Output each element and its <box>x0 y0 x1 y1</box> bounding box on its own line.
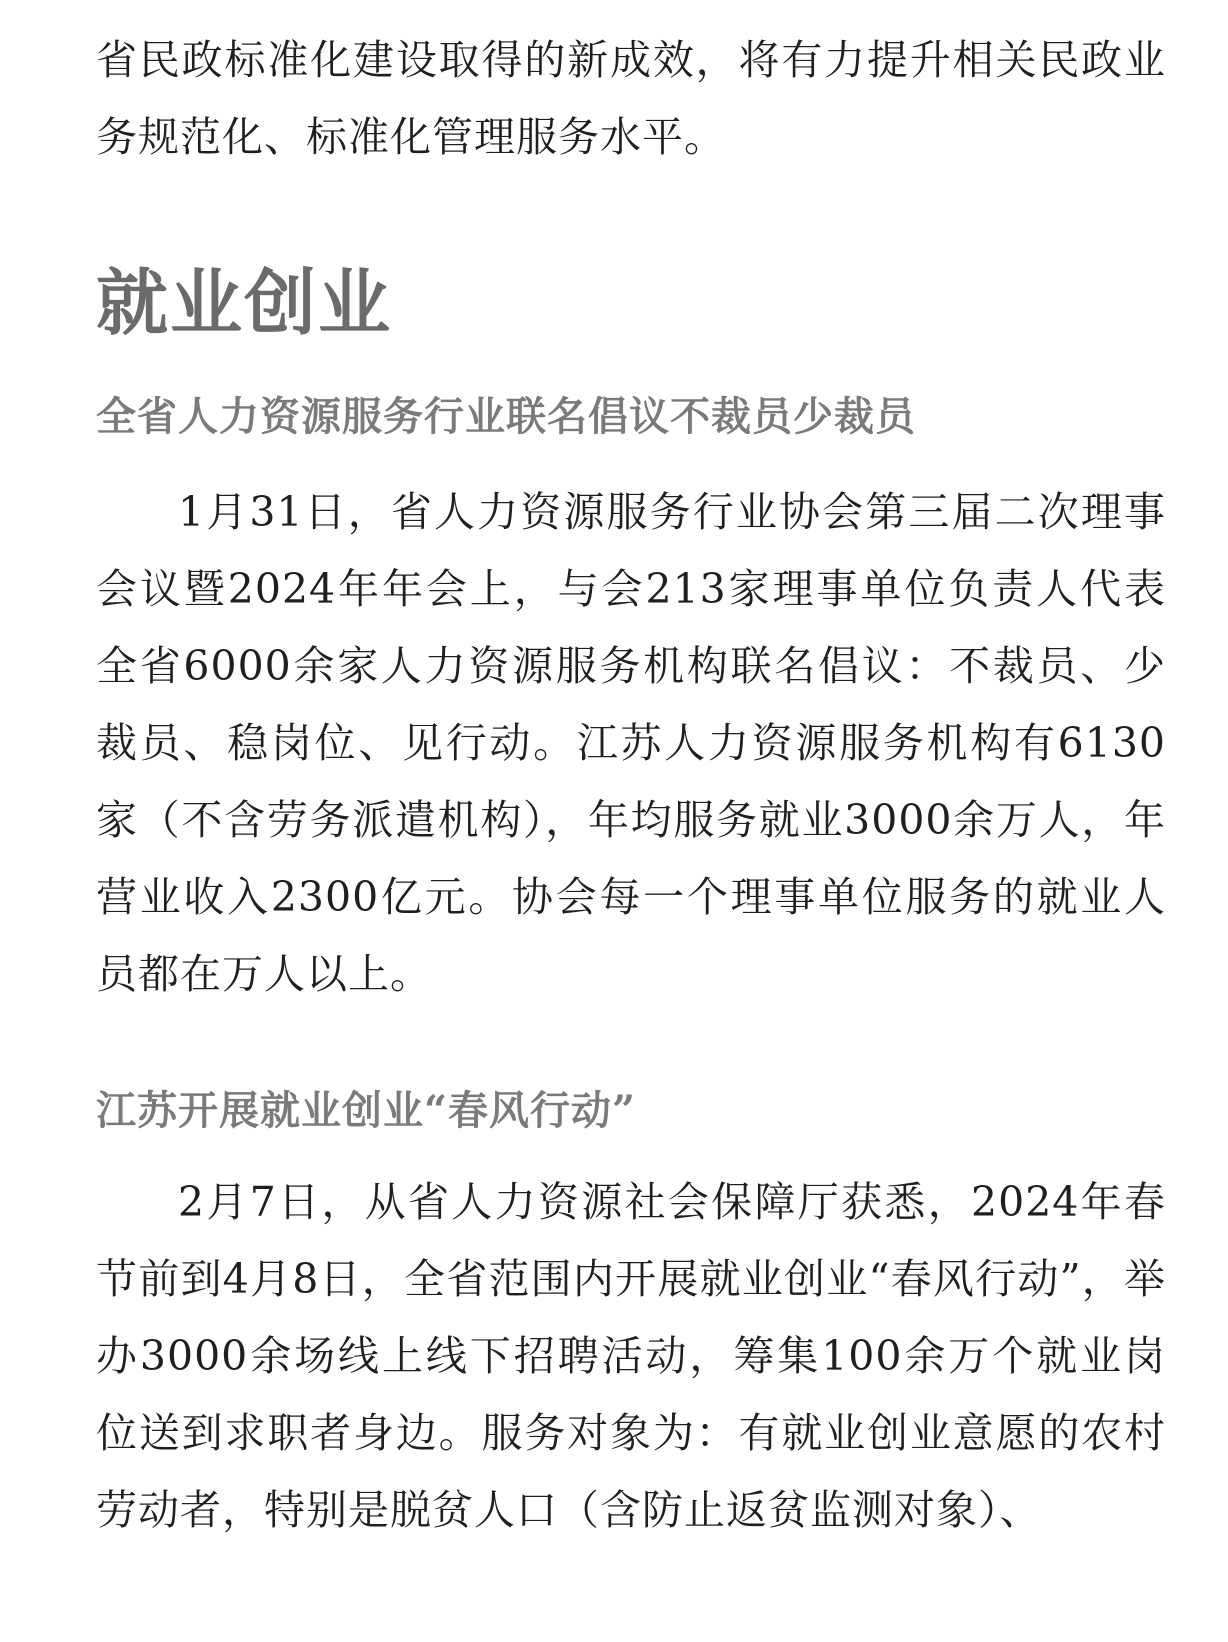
article-heading-layoff-initiative: 全省人力资源服务行业联名倡议不裁员少裁员 <box>96 393 916 440</box>
intro-paragraph: 省民政标准化建设取得的新成效，将有力提升相关民政业务规范化、标准化管理服务水平。 <box>96 36 1166 161</box>
article-body-layoff-initiative: 1月31日，省人力资源服务行业协会第三届二次理事会议暨2024年年会上，与会213家理事单位负责人代表全省6000余家人力资源服务机构联名倡议：不裁员、少裁员、稳岗位、见行动。江苏人力资源服务机构有6130家（不含劳务派遣机构），年均服务就业3000余万人，年营业收入2300亿元。协会每一个理事单位服务的就业人员都在万人以上。 <box>96 488 1166 998</box>
article-heading-spring-breeze: 江苏开展就业创业“春风行动” <box>96 1087 637 1134</box>
section-title: 就业创业 <box>96 261 393 345</box>
article-body-spring-breeze: 2月7日，从省人力资源社会保障厅获悉，2024年春节前到4月8日，全省范围内开展就业创业“春风行动”，举办3000余场线上线下招聘活动，筹集100余万个就业岗位送到求职者身边。服务对象为：有就业创业意愿的农村劳动者，特别是脱贫人口（含防止返贫监测对象）、 <box>96 1178 1166 1534</box>
